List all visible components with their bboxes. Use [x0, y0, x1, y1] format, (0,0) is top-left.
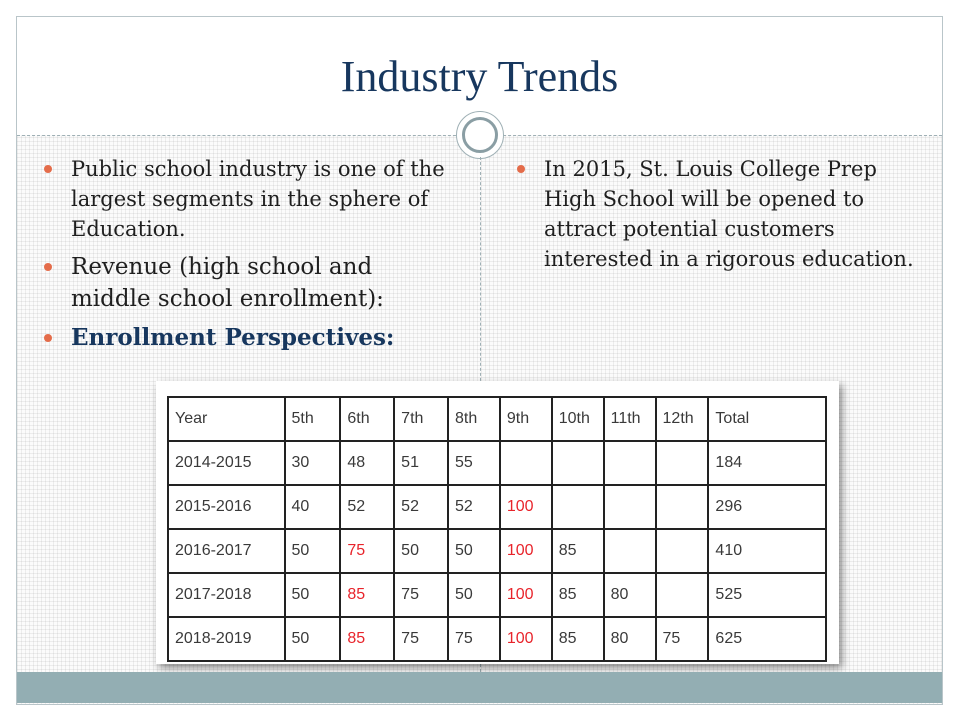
circle-ornament-icon [456, 111, 504, 159]
table-row [168, 529, 826, 573]
table-cell: 30 [285, 441, 341, 485]
table-header-cell: 7th [394, 397, 448, 441]
left-bullet-list [34, 154, 454, 354]
table-cell: 75 [394, 573, 448, 617]
table-cell: 85 [552, 573, 604, 617]
bullet-item [507, 154, 917, 274]
bullet-text-bold: Enrollment Perspectives: [71, 324, 395, 351]
bullet-text: Public school industry is one of the largest segments in the sphere of Education. [71, 157, 445, 241]
table-row [168, 485, 826, 529]
table-header-cell: Total [708, 397, 826, 441]
table-cell: 85 [552, 529, 604, 573]
slide-title: Industry Trends [340, 52, 619, 101]
table-cell: 75 [448, 617, 500, 661]
bullet-text: Revenue (high school and middle school enrollment): [71, 254, 384, 312]
table-cell [604, 485, 656, 529]
table-cell [656, 573, 709, 617]
table-cell: 296 [708, 485, 826, 529]
table-cell: 50 [285, 573, 341, 617]
table-cell [656, 441, 709, 485]
table-row [168, 617, 826, 661]
table-cell: 100 [500, 617, 552, 661]
table-header-cell: 6th [340, 397, 394, 441]
table-cell: 100 [500, 529, 552, 573]
table-year-cell: 2016-2017 [168, 529, 285, 573]
table-header-cell: 12th [656, 397, 709, 441]
bullet-dot-icon [44, 165, 52, 173]
circle-ornament-inner [462, 117, 498, 153]
table-header-row [168, 397, 826, 441]
table-year-cell: 2018-2019 [168, 617, 285, 661]
table-cell: 50 [448, 529, 500, 573]
table-year-cell: 2014-2015 [168, 441, 285, 485]
footer-bar [17, 672, 942, 703]
table-cell [604, 529, 656, 573]
table-cell: 50 [285, 529, 341, 573]
table-cell: 100 [500, 573, 552, 617]
table-cell: 410 [708, 529, 826, 573]
table-header-cell: 10th [552, 397, 604, 441]
table-row [168, 573, 826, 617]
table-cell [552, 441, 604, 485]
table-row [168, 441, 826, 485]
table-cell: 50 [448, 573, 500, 617]
table-cell [500, 441, 552, 485]
table-cell: 85 [340, 617, 394, 661]
table-header-cell: 5th [285, 397, 341, 441]
enrollment-table-image [156, 381, 839, 664]
table-cell: 52 [448, 485, 500, 529]
enrollment-table [167, 396, 827, 662]
bullet-item [34, 251, 454, 315]
table-cell [552, 485, 604, 529]
bullet-item [34, 322, 454, 354]
bullet-dot-icon [44, 334, 52, 342]
bullet-item [34, 154, 454, 244]
bullet-dot-icon [44, 263, 52, 271]
table-header-cell: 9th [500, 397, 552, 441]
table-cell: 75 [394, 617, 448, 661]
table-header-cell: Year [168, 397, 285, 441]
table-cell: 50 [394, 529, 448, 573]
table-cell: 625 [708, 617, 826, 661]
table-cell [656, 529, 709, 573]
table-cell: 52 [340, 485, 394, 529]
table-cell: 80 [604, 573, 656, 617]
table-cell: 75 [656, 617, 709, 661]
table-cell: 184 [708, 441, 826, 485]
slide [16, 16, 943, 705]
table-cell: 50 [285, 617, 341, 661]
bullet-text: In 2015, St. Louis College Prep High School will be opened to attract potential customers interested in a rigorous education. [544, 157, 914, 271]
table-cell: 85 [552, 617, 604, 661]
table-cell: 100 [500, 485, 552, 529]
table-cell: 75 [340, 529, 394, 573]
table-cell: 80 [604, 617, 656, 661]
right-bullet-list [507, 154, 917, 274]
table-year-cell: 2015-2016 [168, 485, 285, 529]
table-cell: 85 [340, 573, 394, 617]
table-cell [604, 441, 656, 485]
table-cell [656, 485, 709, 529]
table-cell: 525 [708, 573, 826, 617]
table-header-cell: 8th [448, 397, 500, 441]
table-cell: 55 [448, 441, 500, 485]
table-cell: 48 [340, 441, 394, 485]
bullet-dot-icon [517, 165, 525, 173]
table-header-cell: 11th [604, 397, 656, 441]
table-cell: 51 [394, 441, 448, 485]
table-cell: 40 [285, 485, 341, 529]
table-cell: 52 [394, 485, 448, 529]
table-year-cell: 2017-2018 [168, 573, 285, 617]
